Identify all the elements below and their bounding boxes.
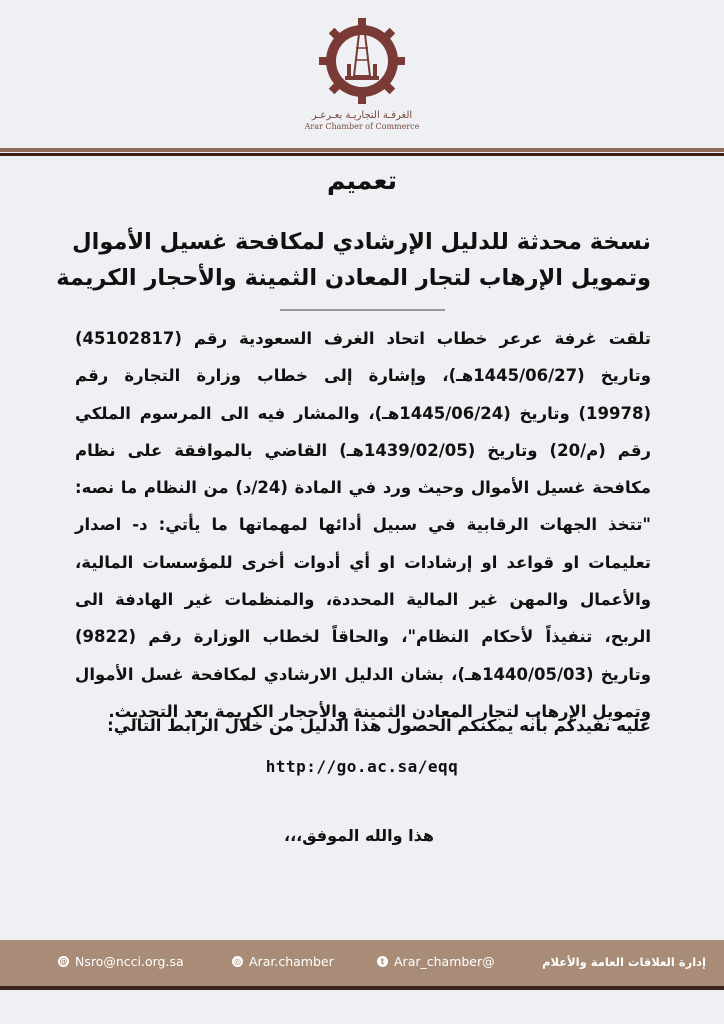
gear-logo-icon xyxy=(315,14,409,108)
guide-link[interactable]: http://go.ac.sa/eqq xyxy=(265,757,459,776)
footer-twitter-text: Arar_chamber@ xyxy=(394,954,495,969)
header-divider-light xyxy=(0,148,724,152)
instagram-icon: ◎ xyxy=(232,956,243,967)
logo-text-arabic: الغرفـة التجاريـة بعـرعـر xyxy=(311,110,413,121)
header-divider-dark xyxy=(0,153,724,156)
footer-divider-dark xyxy=(0,986,724,990)
footer-bar xyxy=(0,940,724,986)
document-subtitle: نسخة محدثة للدليل الإرشادي لمكافحة غسيل الأموال وتمويل الإرهاب لتجار المعادن الثمينة والأحجار الكريمة xyxy=(56,229,651,291)
title-underline xyxy=(280,309,445,311)
logo-text-english: Arar Chamber of Commerce xyxy=(304,122,420,131)
notice-text: عليه نفيدكم بأنه يمكنكم الحصول هذا الدليل من خلال الرابط التالي: xyxy=(107,716,651,735)
document-body: تلقت غرفة عرعر خطاب اتحاد الغرف السعودية رقم (45102817) وتاريخ (1445/06/27هـ)، وإشارة إلى خطاب وزارة التجارة رقم (19978) وتاريخ (1445/06/24هـ)، والمشار فيه الى المرسوم الملكي رقم (م/20) وتاريخ (1439/02/05هـ) القاضي بالموافقة على نظام مكافحة غسيل الأموال وحيث ورد في المادة (24/د) من النظام ما نصه: "تتخذ الجهات الرقابية في سبيل أدائها لمهماتها ما يأتي: د- اصدار تعليمات او قواعد او إرشادات او أي أدوات أخرى للمؤسسات المالية، والأعمال والمهن غير المالية المحددة، والمنظمات غير الهادفة الى الربح، تنفيذاً لأحكام النظام"، والحاقاً لخطاب الوزارة رقم (9822) وتاريخ (1440/05/03هـ)، بشان الدليل الارشادي لمكافحة غسل الأموال وتمويل الإرهاب لتجار المعادن الثمينة والأحجار الكريمة بعد التحديث. xyxy=(75,329,651,721)
document-title: تعميم xyxy=(326,166,398,195)
footer-email-text: Nsro@ncci.org.sa xyxy=(75,954,184,969)
footer-email[interactable] xyxy=(58,954,184,969)
footer-instagram[interactable] xyxy=(232,954,334,969)
chamber-logo xyxy=(0,14,724,131)
closing-text: هذا والله الموفق،،، xyxy=(283,826,434,845)
footer-instagram-text: Arar.chamber xyxy=(249,954,334,969)
twitter-icon: t xyxy=(377,956,388,967)
footer-department: إدارة العلاقات العامة والأعلام xyxy=(542,955,706,969)
footer-twitter[interactable] xyxy=(377,954,495,969)
email-icon: @ xyxy=(59,957,68,966)
